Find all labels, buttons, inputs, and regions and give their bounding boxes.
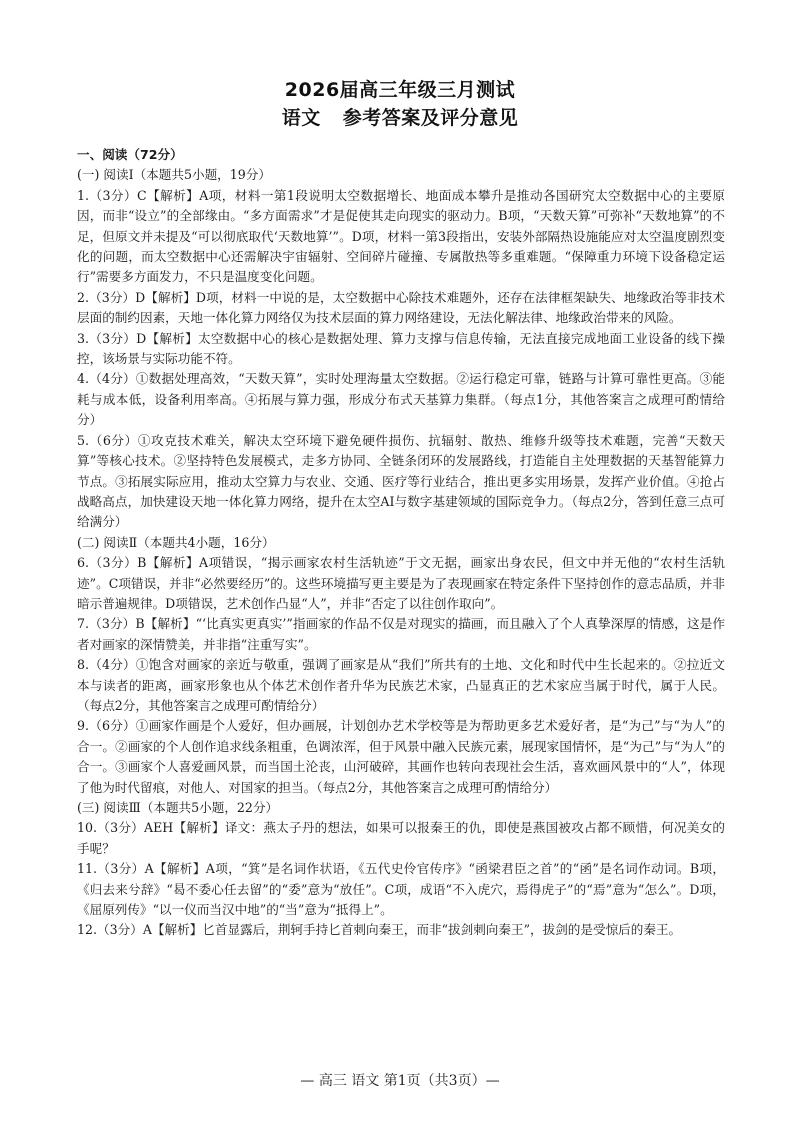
subsection-heading: (三) 阅读Ⅲ（本题共5小题，22分） xyxy=(77,800,279,815)
answer-item: 10.（3分）AEH【解析】译文：燕太子丹的想法，如果可以报秦王的仇，即使是燕国被攻占都不顾惜，何况美女的手呢？ xyxy=(77,820,725,856)
answer-item: 3.（3分）D【解析】太空数据中心的核心是数据处理、算力支撑与信息传输，无法直接完成地面工业设备的线下操控，该场景与实际功能不符。 xyxy=(77,330,725,367)
answer-item: 6.（3分）B【解析】A项错误，“揭示画家农村生活轨迹”于文无据，画家出身农民，但文中并无他的“农村生活轨迹”。C项错误，并非“必然要经历”的。这些环境描写更主要是为了表现画家在特定条件下坚持创作的意志品质，并非暗示普遍规律。D项错误，艺术创作凸显“人”，并非“否定了以往创作取向”。 xyxy=(77,555,725,611)
subsection-heading: (一) 阅读Ⅰ（本题共5小题，19分） xyxy=(77,167,271,183)
answer-blocks xyxy=(77,165,725,940)
answer-item: 8.（4分）①饱含对画家的亲近与敬重，强调了画家是从“我们”所共有的土地、文化和时代中生长起来的。②拉近文本与读者的距离，画家形象也从个体艺术创作者升华为民族艺术家，凸显真正的艺术家应当属于时代，属于人民。（每点2分，其他答案言之成理可酌情给分） xyxy=(77,657,725,713)
answer-item: 2.（3分）D【解析】D项，材料一中说的是，太空数据中心除技术难题外，还存在法律框架缺失、地缘政治等非技术层面的制约因素，天地一体化算力网络仅为技术层面的算力网络建设，无法化解法律、地缘政治带来的风险。 xyxy=(77,289,725,326)
page-subtitle xyxy=(0,103,800,130)
subsection-heading: (二) 阅读Ⅱ（本题共4小题，16分） xyxy=(77,534,275,550)
answer-item: 5.（6分）①攻克技术难关，解决太空环境下避免硬件损伤、抗辐射、散热、维修升级等技术难题，完善“天数天算”等核心技术。②坚持特色发展模式，走多方协同、全链条闭环的发展路线，打造能自主处理数据的天基智能算力节点。③拓展实际应用，推动太空算力与农业、交通、医疗等行业结合，推出更多实用场景，发挥产业价值。④抢占战略高点，加快建设天地一体化算力网络，提升在太空AI与数字基建领域的国际竞争力。（每点2分，答到任意三点可给满分） xyxy=(77,432,725,530)
answer-item: 12.（3分）A【解析】匕首显露后，荆轲手持匕首刺向秦王，而非“拔剑刺向秦王”，拔剑的是受惊后的秦王。 xyxy=(77,922,682,938)
section-heading: 一、阅读（72分） xyxy=(77,147,183,162)
answer-item: 11.（3分）A【解析】A项，“箕”是名词作状语，《五代史伶官传序》“函梁君臣之首”的“函”是名词作动词。B项，《归去来兮辞》“曷不委心任去留”的“委”意为“放任”。C项，成语“不入虎穴，焉得虎子”的“焉”意为“怎么”。D项，《屈原列传》“以一仪而当汉中地”的“当”意为“抵得上”。 xyxy=(77,861,725,918)
subject-label: 语文 xyxy=(281,107,321,129)
answer-content xyxy=(77,145,725,941)
page-title: 2026届高三年级三月测试 xyxy=(284,79,516,101)
page-footer: — 高三 语文 第1页（共3页）— xyxy=(300,1073,500,1089)
answer-item: 7.（3分）B【解析】“‘比真实更真实’”指画家的作品不仅是对现实的描画，而且融入了个人真挚深厚的情感，这是作者对画家的深情赞美，并非指“注重写实”。 xyxy=(77,616,725,652)
answer-item: 9.（6分）①画家作画是个人爱好，但办画展，计划创办艺术学校等是为帮助更多艺术爱好者，是“为己”与“为人”的合一。②画家的个人创作追求线条粗重，色调浓浑，但于风景中融入民族元素，展现家国情怀，是“为己”与“为人”的合一。③画家个人喜爱画风景，而当国土沦丧，山河破碎，其画作也转向表现社会生活，喜欢画风景中的“人”，体现了他为时代留痕，对他人、对国家的担当。（每点2分，其他答案言之成理可酌情给分） xyxy=(77,718,725,795)
answer-item: 1.（3分）C【解析】A项，材料一第1段说明太空数据增长、地面成本攀升是推动各国研究太空数据中心的主要原因，而非“设立”的全部缘由。“多方面需求”才是促使其走向现实的驱动力。B项，“天数天算”可弥补“天数地算”的不足，但原文并未提及“可以彻底取代‘天数地算’”。D项，材料一第3段指出，安装外部隔热设施能应对太空温度剧烈变化的问题，而太空数据中心还需解决宇宙辐射、空间碎片碰撞、专属散热等多重难题。“保障重力环境下设备稳定运行”需要多方面发力，不只是温度变化问题。 xyxy=(77,187,725,285)
answer-item: 4.（4分）①数据处理高效，“天数天算”，实时处理海量太空数据。②运行稳定可靠，链路与计算可靠性更高。③能耗与成本低，设备利用率高。④拓展与算力强，形成分布式天基算力集群。（每点1分，其他答案言之成理可酌情给分） xyxy=(77,371,725,428)
document-type-label: 参考答案及评分意见 xyxy=(342,107,519,129)
